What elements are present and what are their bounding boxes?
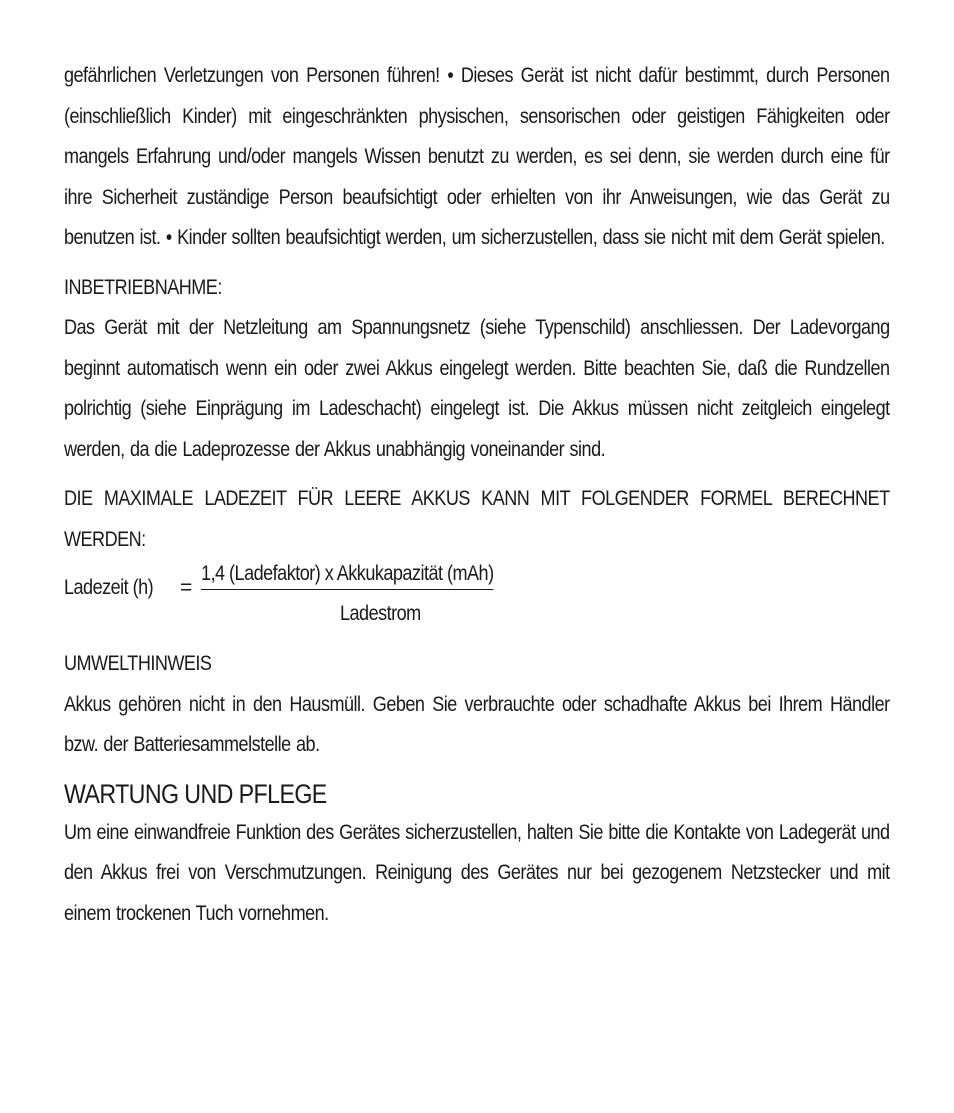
formula-label: Ladezeit (h) — [64, 576, 154, 599]
umwelt-heading: UMWELTHINWEIS — [64, 652, 212, 675]
intro-paragraph: gefährlichen Verletzungen von Personen führen! • Dieses Gerät ist nicht dafür bestimmt, durch Personen (einschließlich Kinder) mit eingeschränkten physischen, sensorischen oder geistigen Fähigkeiten oder mangels Erfahrung und/oder mangels Wissen benutzt zu werden, es sei denn, sie werden durch eine für ihre Sicherheit zuständige Person beaufsichtigt oder erhielten von ihr Anweisungen, wie das Gerät zu benutzen ist. • Kinder sollten beaufsichtigt werden, um sicherzustellen, dass sie nicht mit dem Gerät spielen. — [64, 64, 890, 249]
spacer — [64, 259, 890, 268]
formula-equals: = — [180, 576, 192, 599]
ladezeit-heading: DIE MAXIMALE LADEZEIT FÜR LEERE AKKUS KANN MIT FOLGENDER FORMEL BERECHNET WERDEN: — [64, 487, 890, 551]
formula-numerator: 1,4 (Ladefaktor) x Akkukapazität (mAh) — [201, 560, 494, 590]
spacer — [64, 766, 890, 775]
umwelt-paragraph: Akkus gehören nicht in den Hausmüll. Geben Sie verbrauchte oder schadhafte Akkus bei Ihrem Händler bzw. der Batteriesammelstelle ab. — [64, 692, 890, 756]
wartung-paragraph: Um eine einwandfreie Funktion des Gerätes sicherzustellen, halten Sie bitte die Kontakte von Ladegerät und den Akkus frei von Verschmutzungen. Reinigung des Gerätes nur bei gezogenem Netzstecker und mit einem trockenen Tuch vornehmen. — [64, 820, 890, 925]
wartung-heading: WARTUNG UND PFLEGE — [64, 778, 327, 809]
inbetriebnahme-heading: INBETRIEBNAHME: — [64, 275, 222, 299]
manual-page — [64, 56, 890, 934]
ladezeit-formula — [64, 560, 890, 644]
inbetriebnahme-paragraph: Das Gerät mit der Netzleitung am Spannungsnetz (siehe Typenschild) anschliessen. Der Ladevorgang beginnt automatisch wenn ein oder zwei Akkus eingelegt werden. Bitte beachten Sie, daß die Rundzellen polrichtig (siehe Einprägung im Ladeschacht) eingelegt ist. Die Akkus müssen nicht zeitgleich eingelegt werden, da die Ladeprozesse der Akkus unabhängig voneinander sind. — [64, 316, 890, 461]
spacer — [64, 470, 890, 479]
formula-denominator: Ladestrom — [340, 602, 421, 625]
